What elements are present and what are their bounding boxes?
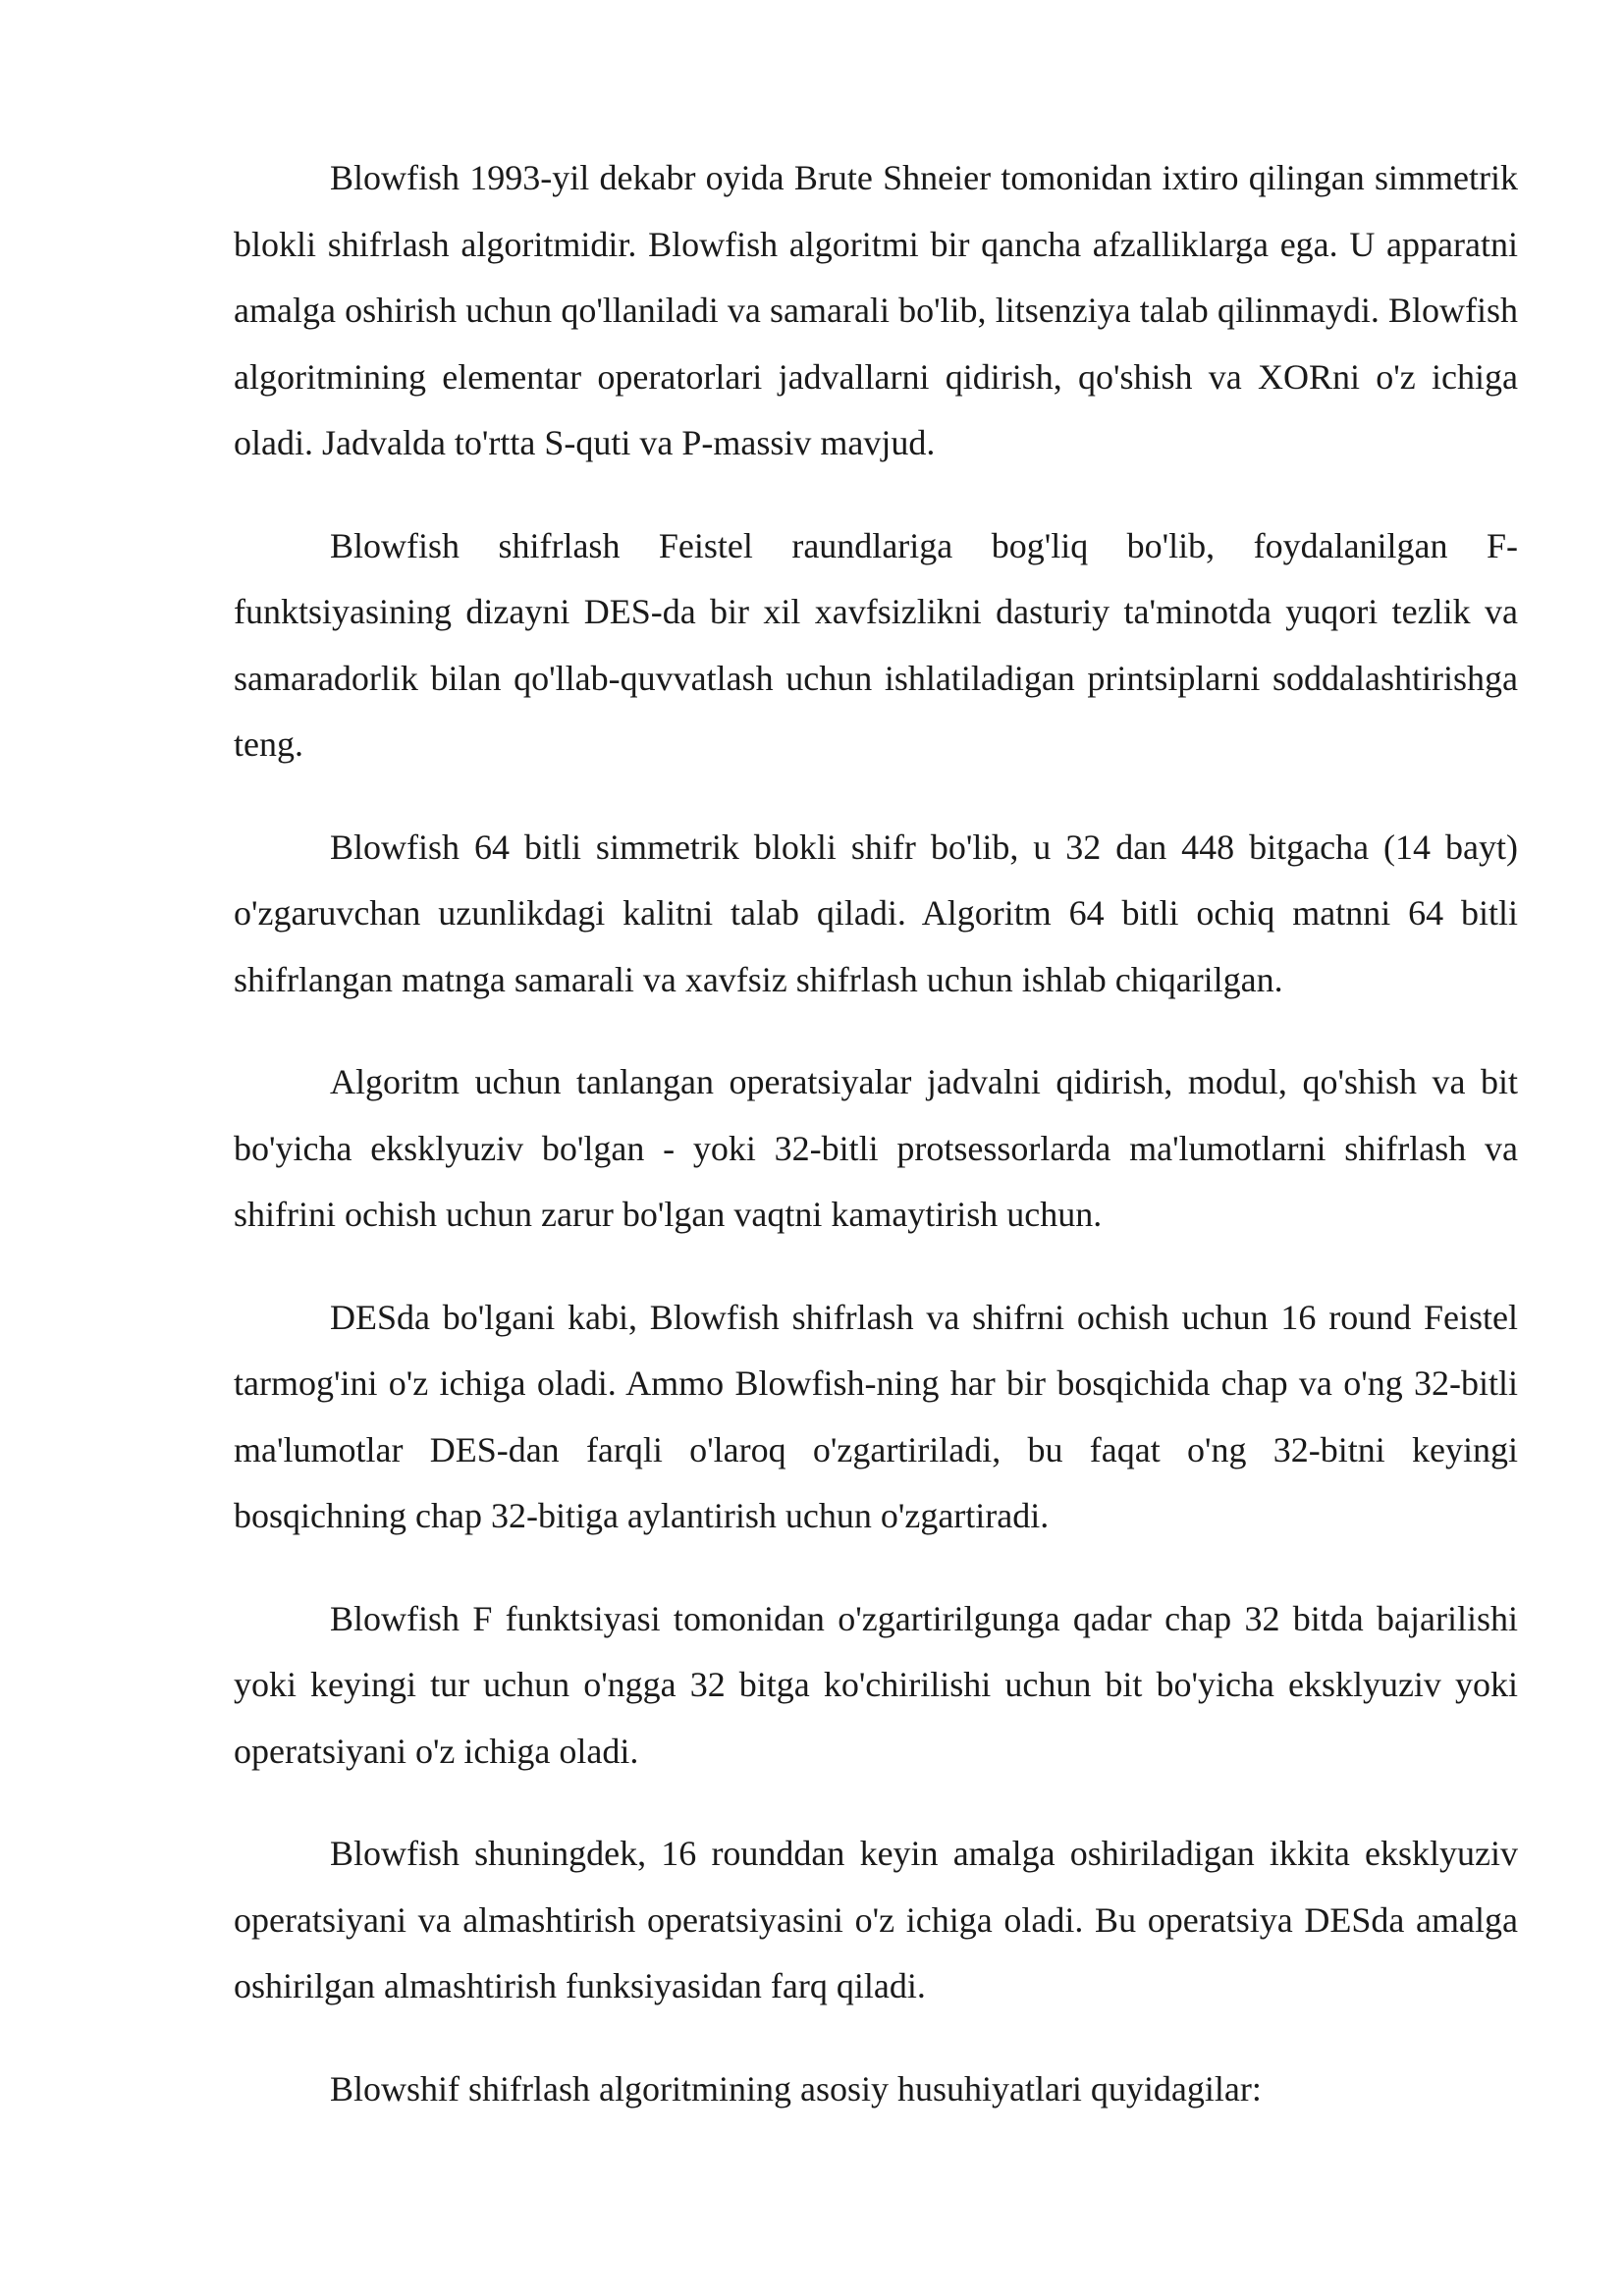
paragraph-3: Blowfish 64 bitli simmetrik blokli shifr bo'lib, u 32 dan 448 bitgacha (14 bayt) o'zgaruvchan uzunlikdagi kalitni talab qiladi. Algoritm 64 bitli ochiq matnni 64 bitli shifrlangan matnga samarali va xavfsiz shifrlash uchun ishlab chiqarilgan. [234,827,1518,999]
paragraph-8: Blowshif shifrlash algoritmining asosiy husuhiyatlari quyidagilar: [330,2068,1262,2109]
paragraph-6: Blowfish F funktsiyasi tomonidan o'zgartirilgunga qadar chap 32 bitda bajarilishi yoki keyingi tur uchun o'ngga 32 bitga ko'chirilishi uchun bit bo'yicha eksklyuziv yoki operatsiyani o'z ichiga oladi. [234,1598,1518,1771]
document-body [234,145,1518,2159]
paragraph-2: Blowfish shifrlash Feistel raundlariga bog'liq bo'lib, foydalanilgan F-funktsiyasining dizayni DES-da bir xil xavfsizlikni dasturiy ta'minotda yuqori tezlik va samaradorlik bilan qo'llab-quvvatlash uchun ishlatiladigan printsiplarni soddalashtirishga teng. [234,525,1518,764]
paragraph-4: Algoritm uchun tanlangan operatsiyalar jadvalni qidirish, modul, qo'shish va bit bo'yicha eksklyuziv bo'lgan - yoki 32-bitli protsessorlarda ma'lumotlarni shifrlash va shifrini ochish uchun zarur bo'lgan vaqtni kamaytirish uchun. [234,1062,1518,1234]
paragraph-5: DESda bo'lgani kabi, Blowfish shifrlash va shifrni ochish uchun 16 round Feistel tarmog'ini o'z ichiga oladi. Ammo Blowfish-ning har bir bosqichida chap va o'ng 32-bitli ma'lumotlar DES-dan farqli o'laroq o'zgartiriladi, bu faqat o'ng 32-bitni keyingi bosqichning chap 32-bitiga aylantirish uchun o'zgartiradi. [234,1297,1518,1535]
paragraph-1: Blowfish 1993-yil dekabr oyida Brute Shneier tomonidan ixtiro qilingan simmetrik blokli shifrlash algoritmidir. Blowfish algoritmi bir qancha afzalliklarga ega. U apparatni amalga oshirish uchun qo'llaniladi va samarali bo'lib, litsenziya talab qilinmaydi. Blowfish algoritmining elementar operatorlari jadvallarni qidirish, qo'shish va XORni o'z ichiga oladi. Jadvalda to'rtta S-quti va P-massiv mavjud. [234,158,1518,462]
paragraph-7: Blowfish shuningdek, 16 rounddan keyin amalga oshiriladigan ikkita eksklyuziv operatsiyani va almashtirish operatsiyasini o'z ichiga oladi. Bu operatsiya DESda amalga oshirilgan almashtirish funksiyasidan farq qiladi. [234,1834,1518,2005]
